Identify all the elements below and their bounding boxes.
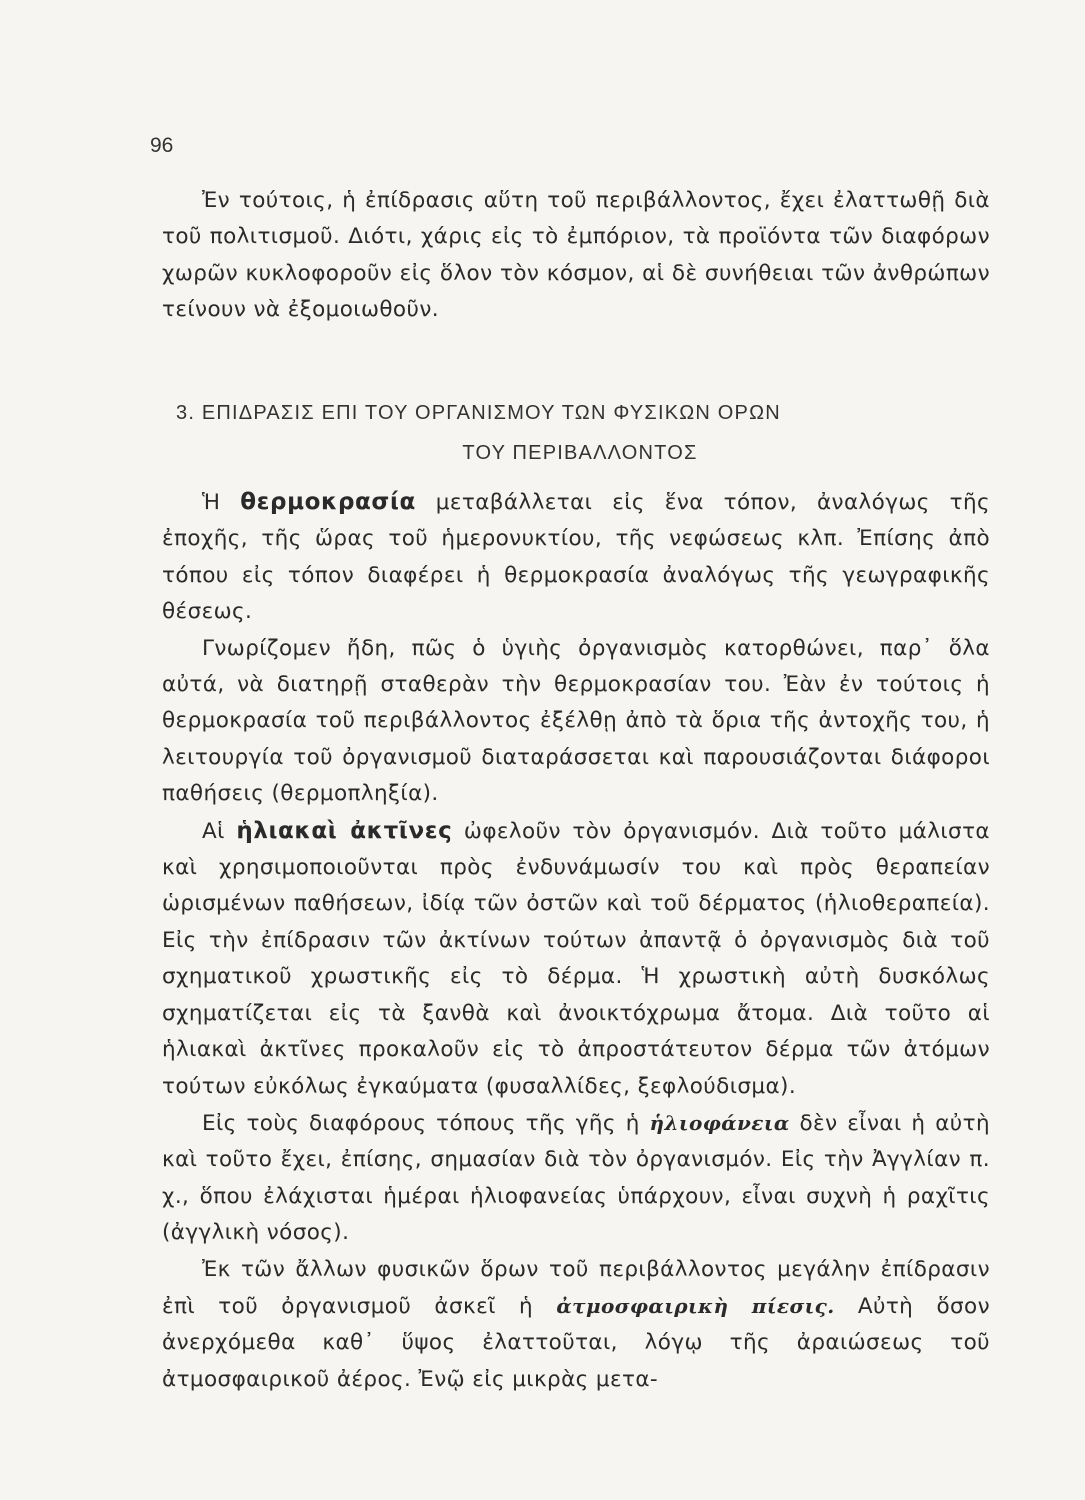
paragraph-temperature xyxy=(162,484,990,631)
sunshine-text: δὲν εἶναι ἡ αὐτὴ καὶ τοῦτο ἔχει, ἐπίσης, σημασίαν διὰ τὸν ὀργανισμόν. Εἰς τὴν Ἀγγλίαν π. χ., ὅπου ἐλάχισται ἡμέραι ἡλιοφανείας ὑπάρχουν, εἶναι συχνὴ ἡ ραχῖτις (ἀγγλικὴ νόσος). xyxy=(162,1110,990,1246)
intro-paragraph: Ἐν τούτοις, ἡ ἐπίδρασις αὕτη τοῦ περιβάλλοντος, ἔχει ἐλαττωθῇ διὰ τοῦ πολιτισμοῦ. Διότι, χάρις εἰς τὸ ἐμπόριον, τὰ προϊόντα τῶν διαφόρων χωρῶν κυκλοφοροῦν εἰς ὅλον τὸν κόσμον, αἱ δὲ συνήθειαι τῶν ἀνθρώπων τείνουν νὰ ἐξομοιωθοῦν. xyxy=(162,188,990,323)
temperature-text: μεταβάλλεται εἰς ἕνα τόπον, ἀναλόγως τῆς ἐποχῆς, τῆς ὥρας τοῦ ἡμερονυκτίου, τῆς νεφώσεως κλπ. Ἐπίσης ἀπὸ τόπου εἰς τόπον διαφέρει ἡ θερμοκρασία ἀναλόγως τῆς γεωγραφικῆς θέσεως. xyxy=(162,490,990,625)
temperature-term: θερμοκρασία xyxy=(240,489,416,515)
sunshine-term: ἡλιοφάνεια xyxy=(649,1110,790,1135)
section-heading-line2: ΤΟΥ ΠΕΡΙΒΑΛΛΟΝΤΟΣ xyxy=(462,442,698,464)
paragraph-pressure xyxy=(162,1252,990,1399)
page-number: 96 xyxy=(150,134,174,157)
paragraph-sunshine xyxy=(162,1105,990,1252)
section-heading-line1: 3. ΕΠΙΔΡΑΣΙΣ ΕΠΙ ΤΟΥ ΟΡΓΑΝΙΣΜΟΥ ΤΩΝ ΦΥΣΙΚΩΝ ΟΡΩΝ xyxy=(176,402,781,424)
pressure-prefix: Ἐκ τῶν ἄλλων φυσικῶν ὅρων τοῦ περιβάλλοντος μεγάλην ἐπίδρασιν ἐπὶ τοῦ ὀργανισμοῦ ἀσκεῖ ἡ xyxy=(162,1256,990,1319)
temperature-prefix: Ἡ xyxy=(202,490,241,515)
sun-rays-text: ὠφελοῦν τὸν ὀργανισμόν. Διὰ τοῦτο μάλιστα καὶ χρησιμοποιοῦνται πρὸς ἐνδυνάμωσίν του καὶ πρὸς θεραπείαν ὡρισμένων παθήσεων, ἰδίᾳ τῶν ὀστῶν καὶ τοῦ δέρματος (ἡλιοθεραπεία). Εἰς τὴν ἐπίδρασιν τῶν ἀκτίνων τούτων ἀπαντᾷ ὁ ὀργανισμὸς διὰ τοῦ σχηματικοῦ χρωστικῆς εἰς τὸ δέρμα. Ἡ χρωστικὴ αὐτὴ δυσκόλως σχηματίζεται εἰς τὰ ξανθὰ καὶ ἀνοικτόχρωμα ἄτομα. Διὰ τοῦτο αἱ ἡλιακαὶ ἀκτῖνες προκαλοῦν εἰς τὸ ἀπροστάτευτον δέρμα τῶν ἀτόμων τούτων εὐκόλως ἐγκαύματα (φυσαλλίδες, ξεφλούδισμα). xyxy=(162,818,990,1099)
paragraph-organism: Γνωρίζομεν ἤδη, πῶς ὁ ὑγιὴς ὀργανισμὸς κατορθώνει, παρ᾽ ὅλα αὐτά, νὰ διατηρῇ σταθερὰν τὴν θερμοκρασίαν του. Ἐὰν ἐν τούτοις ἡ θερμοκρασία τοῦ περιβάλλοντος ἐξέλθῃ ἀπὸ τὰ ὅρια τῆς ἀντοχῆς του, ἡ λειτουργία τοῦ ὀργανισμοῦ διαταράσσεται καὶ παρουσιάζονται διάφοροι παθήσεις (θερμοπληξία). xyxy=(162,635,990,807)
intro-block xyxy=(162,183,990,329)
sun-rays-term: ἡλιακαὶ ἀκτῖνες xyxy=(236,817,453,844)
section-heading xyxy=(170,393,990,473)
pressure-term: ἀτμοσφαιρικὴ πίεσις. xyxy=(556,1293,835,1318)
paragraph-sun-rays xyxy=(162,813,990,1105)
pressure-text: Αὐτὴ ὅσον ἀνερχόμεθα καθ᾽ ὕψος ἐλαττοῦται, λόγῳ τῆς ἀραιώσεως τοῦ ἀτμοσφαιρικοῦ ἀέρος. Ἐνῷ εἰς μικρὰς μετα- xyxy=(162,1293,990,1392)
sunshine-prefix: Εἰς τοὺς διαφόρους τόπους τῆς γῆς ἡ xyxy=(202,1110,650,1136)
sun-rays-prefix: Αἱ xyxy=(202,818,237,844)
body-block xyxy=(162,484,990,1398)
